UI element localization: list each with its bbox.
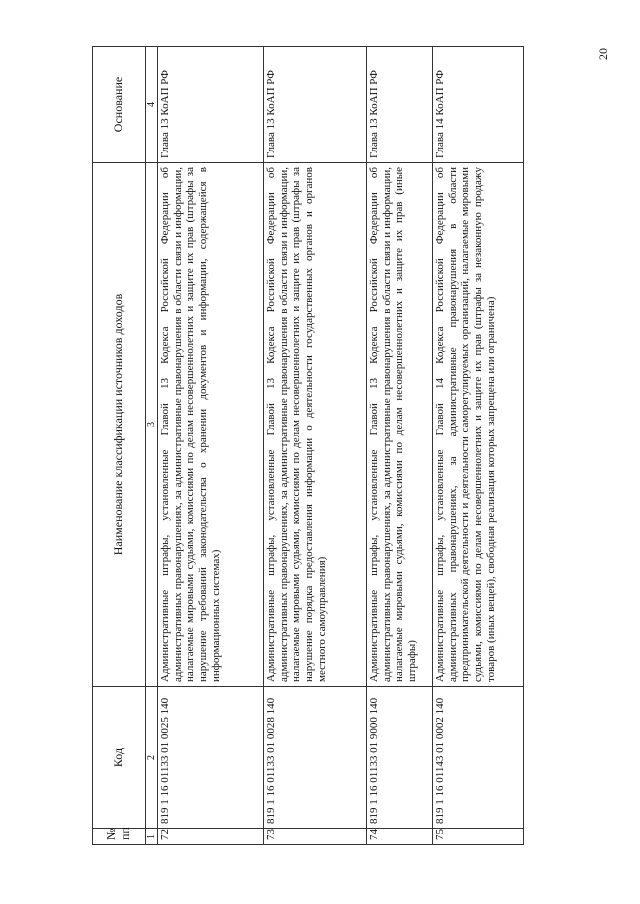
column-number: 3 [146, 163, 158, 687]
row-code: 819 1 16 01143 01 0002 140 [433, 687, 524, 829]
column-number: 4 [146, 47, 158, 163]
row-name: Административные штрафы, установленные Главой 14 Кодекса Российской Федерации об административных правонарушениях, за административные правонарушения в области предпринимательской деятельности и деятельности саморегулируемых организаций, налагаемые мировыми судьями, комиссиями по делам несовершеннолетних и защите их прав (штрафы за незаконную продажу товаров (иных вещей), свободная реализация которых запрещена или ограничена) [433, 163, 524, 687]
row-code: 819 1 16 01133 01 0028 140 [264, 687, 367, 829]
header-name: Наименование классификации источников доходов [93, 163, 146, 687]
column-number: 2 [146, 687, 158, 829]
row-number: 72 [158, 829, 264, 845]
row-name: Административные штрафы, установленные Главой 13 Кодекса Российской Федерации об административных правонарушениях, за административные правонарушения в области связи и информации, налагаемые мировыми судьями, комиссиями по делам несовершеннолетних и защите их прав (иные штрафы) [367, 163, 433, 687]
table-header-row [93, 47, 146, 845]
row-basis: Глава 13 КоАП РФ [367, 47, 433, 163]
row-number: 74 [367, 829, 433, 845]
table-row [264, 47, 367, 845]
table-row [367, 47, 433, 845]
header-basis: Основание [93, 47, 146, 163]
table-row [158, 47, 264, 845]
row-code: 819 1 16 01133 01 0025 140 [158, 687, 264, 829]
row-code: 819 1 16 01133 01 9000 140 [367, 687, 433, 829]
row-name: Административные штрафы, установленные Главой 13 Кодекса Российской Федерации об административных правонарушениях, за административные правонарушения в области связи и информации, налагаемые мировыми судьями, комиссиями по делам несовершеннолетних и защите их прав (штрафы за нарушение порядка предоставления информации о деятельности государственных органов и органов местного самоуправления) [264, 163, 367, 687]
income-classification-table [92, 46, 524, 845]
row-basis: Глава 14 КоАП РФ [433, 47, 524, 163]
row-basis: Глава 13 КоАП РФ [158, 47, 264, 163]
header-code: Код [93, 687, 146, 829]
page-number: 20 [596, 48, 610, 60]
row-name: Административные штрафы, установленные Главой 13 Кодекса Российской Федерации об административных правонарушениях, за административные правонарушения в области связи и информации, налагаемые мировыми судьями, комиссиями по делам несовершеннолетних и защите их прав (штрафы за нарушение требований законодательства о хранении документов и информации, содержащейся в информационных системах) [158, 163, 264, 687]
column-number-row [146, 47, 158, 845]
header-num: № пп [93, 829, 146, 845]
row-basis: Глава 13 КоАП РФ [264, 47, 367, 163]
rotated-page [92, 47, 495, 845]
row-number: 75 [433, 829, 524, 845]
row-number: 73 [264, 829, 367, 845]
column-number: 1 [146, 829, 158, 845]
table-row [433, 47, 524, 845]
